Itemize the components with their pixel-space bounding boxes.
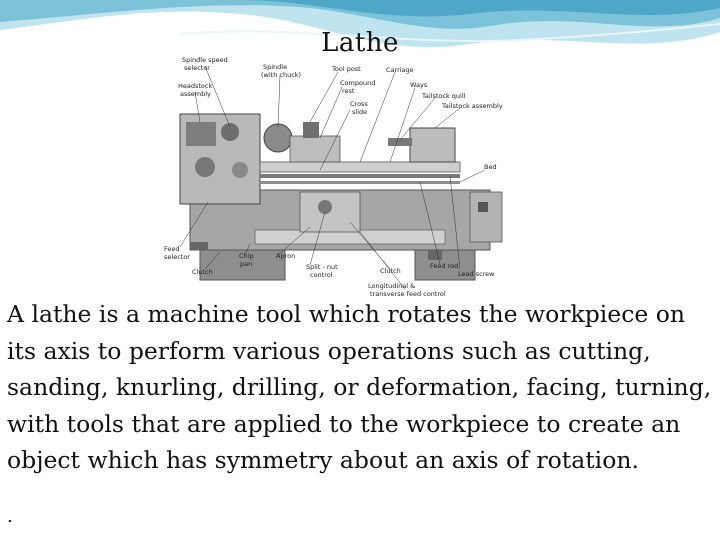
label-split-nut-2: control <box>310 271 333 279</box>
label-longitudinal-feed-2: transverse feed control <box>370 290 446 298</box>
label-feed-rod: Feed rod <box>430 262 459 270</box>
label-clutch-left: Clutch <box>192 268 213 276</box>
label-cross-slide: Cross <box>350 100 368 108</box>
label-tailstock-quill: Tailstock quill <box>422 92 466 100</box>
label-spindle-speed-selector: Spindle speed <box>182 56 228 64</box>
label-spindle: Spindle <box>263 63 288 71</box>
label-headstock: Headstock <box>178 82 213 90</box>
label-chip-pan: Chip <box>239 252 254 260</box>
label-feed-selector-2: selector <box>164 253 190 261</box>
label-spindle-2: (with chuck) <box>261 71 302 79</box>
label-cross-slide-2: slide <box>352 108 368 116</box>
lathe-machine-illustration <box>180 114 502 280</box>
label-bed: Bed <box>484 163 497 171</box>
label-clutch-right: Clutch <box>380 267 401 275</box>
label-ways: Ways <box>410 81 428 89</box>
lathe-diagram <box>160 52 512 302</box>
label-tool-post: Tool post <box>332 65 361 73</box>
label-headstock-2: assembly <box>180 90 211 98</box>
label-spindle-speed-selector-2: selector <box>184 64 210 72</box>
lathe-diagram-svg <box>160 52 512 302</box>
label-carriage: Carriage <box>386 66 414 74</box>
label-tailstock-assembly: Tailstock assembly <box>442 102 503 110</box>
label-compound-rest-2: rest <box>342 87 355 95</box>
label-lead-screw: Lead screw <box>458 270 495 278</box>
slide-title: Lathe <box>321 28 399 58</box>
label-split-nut: Split - nut <box>306 263 338 271</box>
label-apron: Apron <box>276 252 296 260</box>
description-paragraph: A lathe is a machine tool which rotates the workpiece on its axis to perform various operations such as cutting, sanding, knurling, drilling, or deformation, facing, turning, with tools that are applied to the workpiece to create an object which has symmetry about an axis of rotation. <box>7 300 712 475</box>
label-feed-selector: Feed <box>164 245 180 253</box>
trailing-mark: . <box>7 506 13 527</box>
label-compound-rest: Compound <box>340 79 376 87</box>
label-chip-pan-2: pan <box>240 260 253 268</box>
label-longitudinal-feed: Longitudinal & <box>368 282 416 290</box>
